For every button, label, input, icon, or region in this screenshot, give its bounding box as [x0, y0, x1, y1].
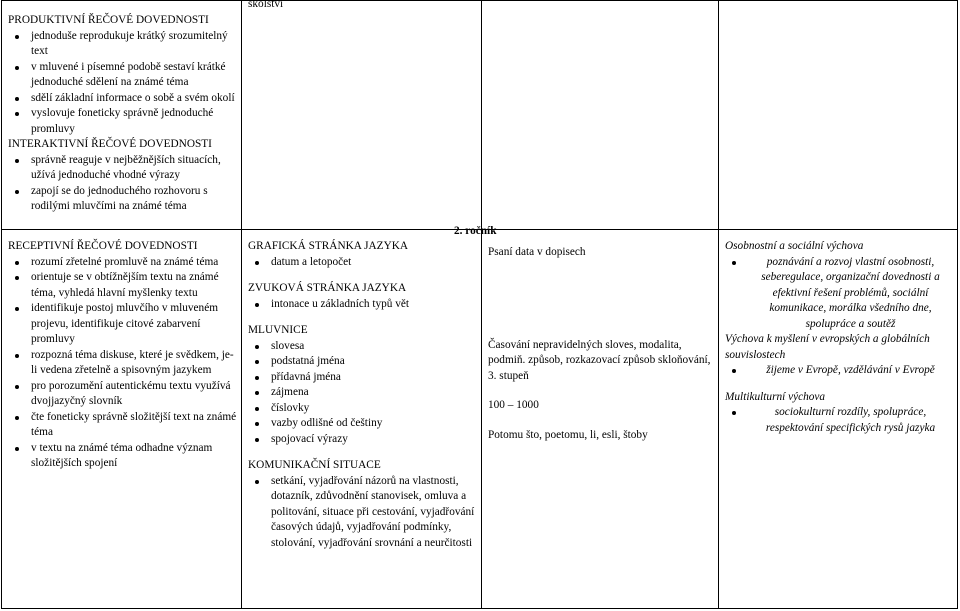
list-item: vazby odlišné od češtiny — [271, 416, 477, 432]
spacer — [488, 414, 714, 428]
section-heading: Výchova k myšlení v evropských a globálních souvislostech — [725, 333, 930, 361]
section-heading: ZVUKOVÁ STRÁNKA JAZYKA — [248, 282, 407, 294]
bullet-list — [248, 339, 477, 448]
list-item: v textu na známé téma odhadne význam složitějších spojení — [31, 441, 237, 472]
bullet-list — [8, 255, 237, 472]
text-line: Potomu što, poetomu, li, esli, štoby — [488, 428, 648, 441]
list-item: číslovky — [271, 401, 477, 417]
list-item: poznávání a rozvoj vlastní osobnosti, seberegulace, organizační dovednosti a efektivní řešení problémů, sociální komunikace, morálka všedního dne, spolupráce a soutěž — [748, 255, 953, 333]
list-item: zájmena — [271, 385, 477, 401]
list-item: slovesa — [271, 339, 477, 355]
bullet-list — [8, 153, 237, 215]
list-item: podstatná jména — [271, 354, 477, 370]
list-item: identifikuje postoj mluvčího v mluveném projevu, identifikuje citové zabarvení promluvy — [31, 301, 237, 348]
bullet-list — [248, 297, 477, 313]
list-item: sociokulturní rozdíly, spolupráce, respektování specifických rysů jazyka — [748, 405, 953, 436]
spacer — [488, 261, 714, 338]
list-item: zapojí se do jednoduchého rozhovoru s rodilými mluvčími na známé téma — [31, 184, 237, 215]
section-heading: Multikulturní výchova — [725, 390, 826, 403]
table-row-bottom — [2, 230, 958, 609]
list-item: pro porozumění autentickému textu využívá dvojjazyčný slovník — [31, 379, 237, 410]
grade-label: 2. ročník — [454, 224, 497, 237]
bullet-list — [248, 474, 477, 552]
text-line: Psaní data v dopisech — [488, 246, 586, 258]
text-line: Časování nepravidelných sloves, modalita, podmiň. způsob, rozkazovací způsob skloňování, 3. stupeň — [488, 338, 711, 382]
section-heading: GRAFICKÁ STRÁNKA JAZYKA — [248, 240, 409, 252]
list-item: setkání, vyjadřování názorů na vlastnosti, dotazník, zdůvodnění stanovisek, omluva a politování, situace při cestování, vyjadřování časových údajů, vyjadřování podmínky, stolování, vyjadřování srovnání a neurčitosti — [271, 474, 477, 552]
col2-bottom-cell — [242, 230, 482, 609]
spacer — [488, 384, 714, 398]
spacer — [248, 270, 477, 281]
spacer — [725, 379, 953, 390]
list-item: přídavná jména — [271, 370, 477, 386]
list-item: spojovací výrazy — [271, 432, 477, 448]
section-heading: MLUVNICE — [248, 324, 308, 336]
bullet-list — [725, 363, 953, 379]
col1-top-cell — [2, 1, 242, 230]
bullet-list — [725, 255, 953, 333]
col4-bottom-cell — [719, 230, 958, 609]
section-heading: INTERAKTIVNÍ ŘEČOVÉ DOVEDNOSTI — [8, 138, 212, 150]
list-item: rozpozná téma diskuse, které je svědkem, je-li vedena zřetelně a spisovným jazykem — [31, 348, 237, 379]
list-item: správně reaguje v nejběžnějších situacích, užívá jednoduché vhodné výrazy — [31, 153, 237, 184]
list-item: v mluvené i písemné podobě sestaví krátké jednoduché sdělení na známé téma — [31, 60, 237, 91]
section-heading: KOMUNIKAČNÍ SITUACE — [248, 459, 381, 471]
top-text: školství — [248, 0, 284, 10]
list-item: žijeme v Evropě, vzdělávání v Evropě — [748, 363, 953, 379]
list-item: intonace u základních typů vět — [271, 297, 477, 313]
list-item: jednoduše reprodukuje krátký srozumitelný text — [31, 29, 237, 60]
curriculum-table — [1, 0, 958, 609]
section-heading: Osobnostní a sociální výchova — [725, 240, 864, 252]
section-heading: PRODUKTIVNÍ ŘEČOVÉ DOVEDNOSTI — [8, 14, 209, 26]
list-item: rozumí zřetelné promluvě na známé téma — [31, 255, 237, 271]
list-item: datum a letopočet — [271, 255, 477, 271]
text-line: 100 – 1000 — [488, 399, 539, 411]
col3-bottom-cell — [482, 230, 719, 609]
col3-top-cell — [454, 1, 719, 237]
bullet-list — [248, 255, 477, 271]
table-row-top — [2, 1, 958, 230]
list-item: sdělí základní informace o sobě a svém okolí — [31, 91, 237, 107]
spacer — [248, 447, 477, 458]
col1-bottom-cell — [2, 230, 242, 609]
bullet-list — [8, 29, 237, 138]
section-heading: RECEPTIVNÍ ŘEČOVÉ DOVEDNOSTI — [8, 240, 198, 252]
list-item: čte foneticky správně složitější text na známé téma — [31, 410, 237, 441]
col2-top-cell — [242, 1, 482, 230]
bullet-list — [725, 405, 953, 436]
list-item: vyslovuje foneticky správně jednoduché promluvy — [31, 106, 237, 137]
spacer — [248, 312, 477, 323]
list-item: orientuje se v obtížnějším textu na známé téma, vyhledá hlavní myšlenky textu — [31, 270, 237, 301]
col4-top-cell — [719, 1, 958, 230]
